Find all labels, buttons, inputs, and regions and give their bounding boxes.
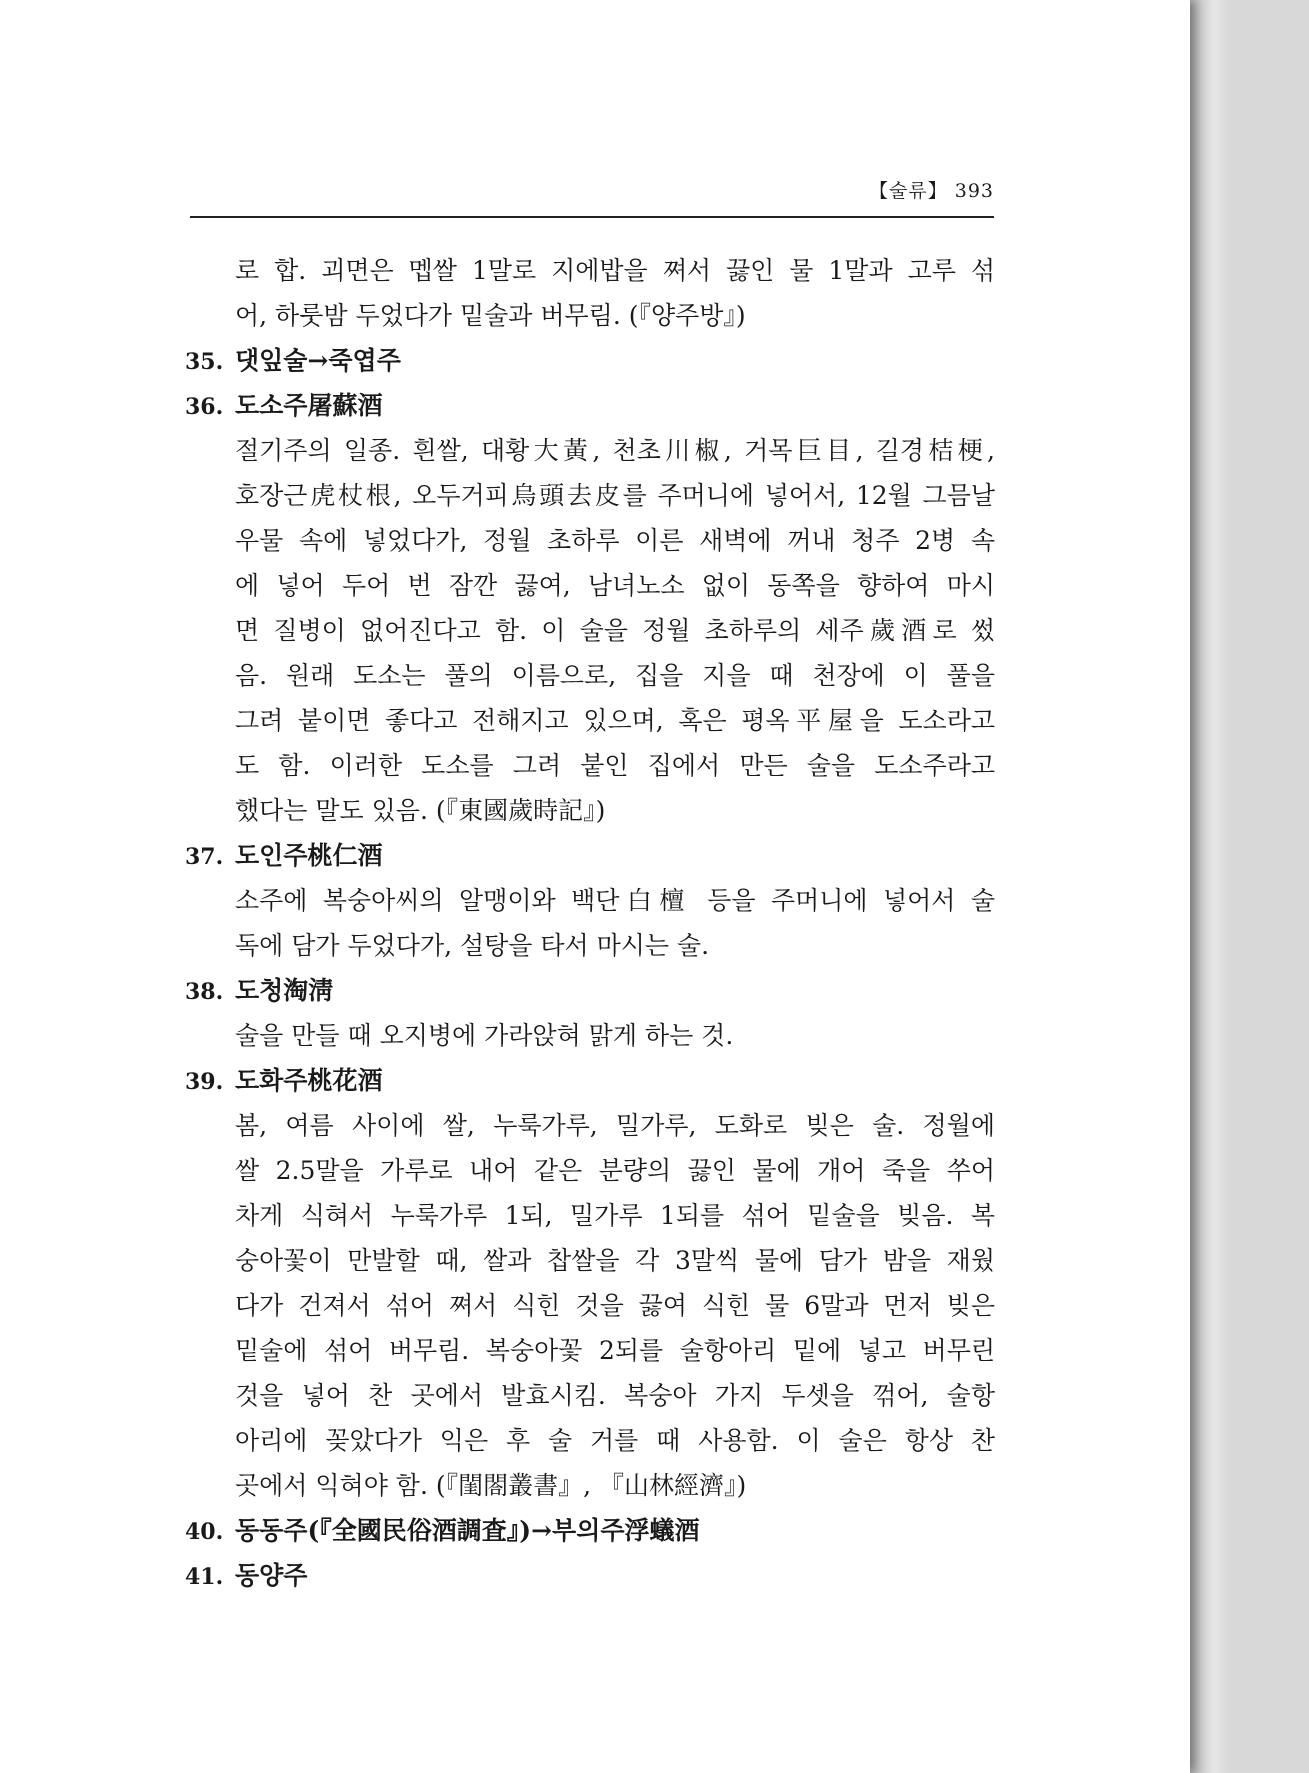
entry-title: 동양주 xyxy=(235,1561,308,1590)
entry-title: 도소주屠蘇酒 xyxy=(235,391,383,420)
entry-heading xyxy=(185,968,995,1013)
body-text-line: 다가 건져서 섞어 쪄서 식힌 것을 끓여 식힌 물 6말과 먼저 빚은 xyxy=(235,1291,995,1320)
header-section-page: 【술류】 393 xyxy=(868,180,994,202)
body-text-line: 음. 원래 도소는 풀의 이름으로, 집을 지을 때 천장에 이 풀을 xyxy=(235,661,995,690)
entry-number: 37. xyxy=(185,844,224,870)
body-text-line: 했다는 말도 있음. (『東國歲時記』) xyxy=(235,796,606,825)
body-text-line: 우물 속에 넣었다가, 정월 초하루 이른 새벽에 꺼내 청주 2병 속 xyxy=(235,526,995,555)
body-text-line: 절기주의 일종. 흰쌀, 대황大黃, 천초川椒, 거목巨目, 길경桔梗, xyxy=(235,436,995,465)
entry-title: 도화주桃花酒 xyxy=(235,1066,383,1095)
body-text-line: 어, 하룻밤 두었다가 밑술과 버무림. (『양주방』) xyxy=(235,301,746,330)
body-text-line: 봄, 여름 사이에 쌀, 누룩가루, 밀가루, 도화로 빚은 술. 정월에 xyxy=(235,1111,995,1140)
entry-number: 36. xyxy=(185,394,224,420)
body-text-line: 면 질병이 없어진다고 함. 이 술을 정월 초하루의 세주歲酒로 썼 xyxy=(235,616,995,645)
body-text-line: 호장근虎杖根, 오두거피烏頭去皮를 주머니에 넣어서, 12월 그믐날 xyxy=(235,481,995,510)
body-text-line: 로 합. 괴면은 멥쌀 1말로 지에밥을 쪄서 끓인 물 1말과 고루 섞 xyxy=(235,256,995,285)
body-text-line: 아리에 꽂았다가 익은 후 술 거를 때 사용함. 이 술은 항상 찬 xyxy=(235,1426,995,1455)
running-header xyxy=(190,176,994,218)
entry-heading xyxy=(185,833,995,878)
entry-number: 39. xyxy=(185,1069,224,1095)
body-text-line: 차게 식혀서 누룩가루 1되, 밀가루 1되를 섞어 밑술을 빚음. 복 xyxy=(235,1201,995,1230)
body-text-line: 쌀 2.5말을 가루로 내어 같은 분량의 끓인 물에 개어 죽을 쑤어 xyxy=(235,1156,995,1185)
entry-number: 35. xyxy=(185,349,224,375)
body-text-line: 소주에 복숭아씨의 알맹이와 백단白檀 등을 주머니에 넣어서 술 xyxy=(235,886,995,915)
entry-title: 댓잎술→죽엽주 xyxy=(235,346,401,375)
body-text-line: 밑술에 섞어 버무림. 복숭아꽃 2되를 술항아리 밑에 넣고 버무린 xyxy=(235,1336,995,1365)
entry-heading xyxy=(185,1058,995,1103)
entry-title: 동동주(『全國民俗酒調査』)→부의주浮蟻酒 xyxy=(235,1516,700,1545)
entry-number: 38. xyxy=(185,979,224,1005)
entry-heading xyxy=(185,1553,995,1598)
body-text-line: 것을 넣어 찬 곳에서 발효시킴. 복숭아 가지 두셋을 꺾어, 술항 xyxy=(235,1381,995,1410)
body-text-line: 에 넣어 두어 번 잠깐 끓여, 남녀노소 없이 동쪽을 향하여 마시 xyxy=(235,571,995,600)
body-text-line: 숭아꽃이 만발할 때, 쌀과 찹쌀을 각 3말씩 물에 담가 밤을 재웠 xyxy=(235,1246,995,1275)
body-text-line: 곳에서 익혀야 함. (『閨閤叢書』, 『山林經濟』) xyxy=(235,1471,747,1500)
page-edge xyxy=(1190,0,1230,1773)
body-text-line: 독에 담가 두었다가, 설탕을 타서 마시는 술. xyxy=(235,931,710,960)
entry-title: 도청淘淸 xyxy=(235,976,334,1005)
body-text-line: 술을 만들 때 오지병에 가라앉혀 맑게 하는 것. xyxy=(235,1021,734,1050)
entry-heading xyxy=(185,338,995,383)
entry-number: 40. xyxy=(185,1519,224,1545)
entry-title: 도인주桃仁酒 xyxy=(235,841,383,870)
page-body xyxy=(185,248,995,1598)
entry-number: 41. xyxy=(185,1564,224,1590)
entry-heading xyxy=(185,1508,995,1553)
entry-heading xyxy=(185,383,995,428)
body-text-line: 그려 붙이면 좋다고 전해지고 있으며, 혹은 평옥平屋을 도소라고 xyxy=(235,706,995,735)
body-text-line: 도 함. 이러한 도소를 그려 붙인 집에서 만든 술을 도소주라고 xyxy=(235,751,995,780)
